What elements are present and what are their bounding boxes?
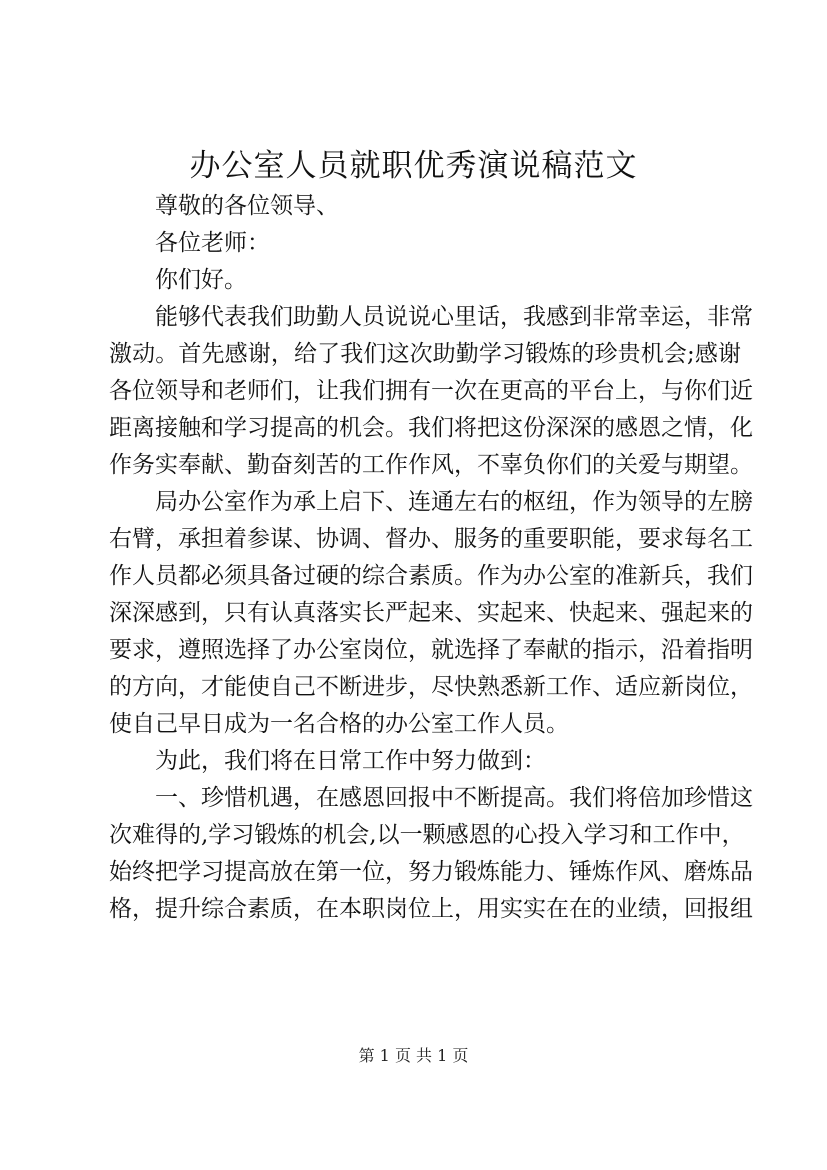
text-line: 一、珍惜机遇，在感恩回报中不断提高。我们将倍加珍惜这 (155, 785, 753, 811)
text-line: 作务实奉献、勤奋刻苦的工作作风，不辜负你们的关爱与期望。 (109, 452, 753, 478)
document-body (109, 188, 753, 928)
text-line: 次难得的,学习锻炼的机会,以一颗感恩的心投入学习和工作中， (109, 822, 745, 848)
text-line: 能够代表我们助勤人员说说心里话，我感到非常幸运，非常 (155, 304, 753, 330)
page-number-footer: 第 1 页 共 1 页 (358, 1046, 469, 1065)
text-line: 要求，遵照选择了办公室岗位，就选择了奉献的指示，沿着指明 (109, 637, 753, 663)
text-line: 激动。首先感谢，给了我们这次助勤学习锻炼的珍贵机会;感谢 (109, 341, 741, 367)
text-line: 各位老师： (155, 230, 270, 256)
text-line: 的方向，才能使自己不断进步，尽快熟悉新工作、适应新岗位， (109, 674, 753, 700)
text-line: 局办公室作为承上启下、连通左右的枢纽，作为领导的左膀 (155, 489, 753, 515)
text-line: 你们好。 (155, 267, 247, 293)
text-line: 始终把学习提高放在第一位，努力锻炼能力、锤炼作风、磨炼品 (109, 859, 753, 885)
text-line: 各位领导和老师们，让我们拥有一次在更高的平台上，与你们近 (109, 378, 753, 404)
text-line: 距离接触和学习提高的机会。我们将把这份深深的感恩之情，化 (109, 415, 753, 441)
text-line: 尊敬的各位领导、 (155, 193, 339, 219)
text-line: 为此，我们将在日常工作中努力做到： (155, 748, 546, 774)
text-line: 深深感到，只有认真落实长严起来、实起来、快起来、强起来的 (109, 600, 753, 626)
text-line: 作人员都必须具备过硬的综合素质。作为办公室的准新兵，我们 (109, 563, 753, 589)
document-title: 办公室人员就职优秀演说稿范文 (189, 148, 638, 184)
text-line: 使自己早日成为一名合格的办公室工作人员。 (109, 711, 569, 737)
text-line: 右臂，承担着参谋、协调、督办、服务的重要职能，要求每名工 (109, 526, 753, 552)
text-line: 格，提升综合素质，在本职岗位上，用实实在在的业绩，回报组 (109, 896, 753, 922)
